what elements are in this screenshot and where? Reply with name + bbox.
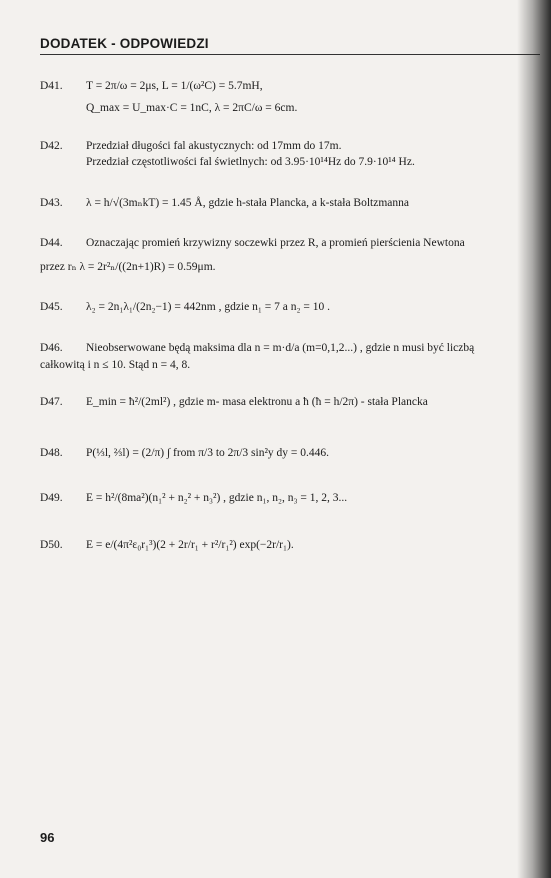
- entry-text: Nieobserwowane będą maksima dla n = m·d/a (m=0,1,2...) , gdzie n musi być liczbą: [86, 342, 475, 354]
- entry-text: Przedział częstotliwości fal świetlnych: od 3.95·10¹⁴Hz do 7.9·10¹⁴ Hz.: [86, 156, 415, 168]
- entry-text: E_min = ħ²/(2ml²) , gdzie m- masa elektronu a ħ (ħ = h/2π) - stała Plancka: [86, 396, 428, 408]
- entry-label: D41.: [40, 80, 63, 92]
- entry-d46-line-1: [40, 341, 474, 355]
- entry-label: D44.: [40, 237, 63, 249]
- entry-label: D46.: [40, 342, 63, 354]
- entry-text: przez rₙ λ = 2r²ₙ/((2n+1)R) = 0.59μm.: [40, 261, 216, 273]
- entry-d42-line-1: [40, 139, 342, 153]
- entry-text: Q_max = U_max·C = 1nC, λ = 2πC/ω = 6cm.: [86, 102, 298, 114]
- entry-label: D42.: [40, 140, 63, 152]
- header-rule: [40, 54, 540, 55]
- entry-text: Oznaczając promień krzywizny soczewki przez R, a promień pierścienia Newtona: [86, 237, 465, 249]
- entry-label: D50.: [40, 539, 63, 551]
- page-number: 96: [40, 830, 55, 845]
- entry-d41-line-1: [40, 79, 263, 93]
- page-header: DODATEK - ODPOWIEDZI: [40, 36, 209, 51]
- entry-d41-line-2: [86, 101, 297, 115]
- entry-text: E = h²/(8ma²)(n₁² + n₂² + n₃²) , gdzie n₁, n₂, n₃ = 1, 2, 3...: [86, 492, 348, 504]
- entry-text: E = e/(4π²ε₀r₁³)(2 + 2r/r₁ + r²/r₁²) exp(−2r/r₁).: [86, 539, 294, 551]
- entry-label: D48.: [40, 447, 63, 459]
- entry-label: D49.: [40, 492, 63, 504]
- entry-d42-line-2: [86, 155, 415, 169]
- entry-text: Przedział długości fal akustycznych: od 17mm do 17m.: [86, 140, 342, 152]
- entry-d50-line-1: [40, 538, 294, 552]
- entry-d45-line-1: [40, 300, 330, 314]
- entry-d43-line-1: [40, 196, 409, 210]
- entry-text: λ₂ = 2n₁λ₁/(2n₂−1) = 442nm , gdzie n₁ = 7 a n₂ = 10 .: [86, 301, 330, 313]
- entry-label: D47.: [40, 396, 63, 408]
- entry-text: T = 2π/ω = 2μs, L = 1/(ω²C) = 5.7mH,: [86, 80, 263, 92]
- page-edge-shadow: [517, 0, 551, 878]
- entry-d44-line-2: [40, 260, 216, 274]
- entry-text: λ = h/√(3mₙkT) = 1.45 Å, gdzie h-stała Plancka, a k-stała Boltzmanna: [86, 197, 409, 209]
- entry-text: P(⅓l, ⅔l) = (2/π) ∫ from π/3 to 2π/3 sin²y dy = 0.446.: [86, 447, 330, 459]
- entry-d49-line-1: [40, 491, 347, 505]
- entry-label: D45.: [40, 301, 63, 313]
- entry-text: całkowitą i n ≤ 10. Stąd n = 4, 8.: [40, 359, 191, 371]
- entry-d46-line-2: [40, 358, 190, 372]
- entry-d44-line-1: [40, 236, 465, 250]
- entry-d48-line-1: [40, 446, 329, 460]
- entry-label: D43.: [40, 197, 63, 209]
- entry-d47-line-1: [40, 395, 428, 409]
